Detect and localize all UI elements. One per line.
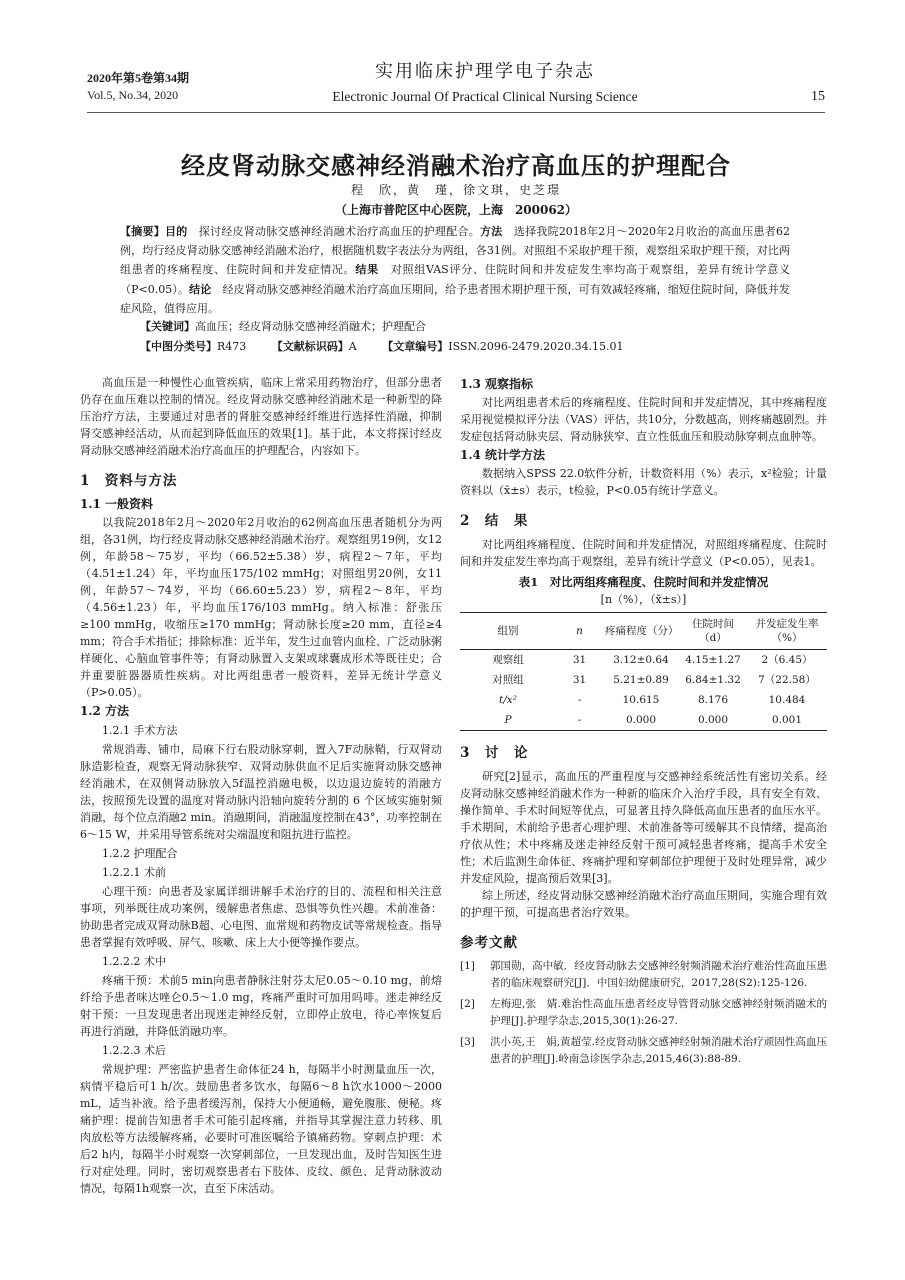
classification (140, 338, 646, 354)
reference-text: 郭国勋，高中敏．经皮肾动脉去交感神经射频消融术治疗难治性高血压患者的临床观察研究[J]．中国妇幼健康研究，2017,28(S2):125-126. (490, 960, 827, 989)
keywords (140, 318, 426, 334)
reference-number: [1] (460, 960, 475, 972)
reference-number: [2] (460, 998, 475, 1010)
table-cell: t/x² (499, 694, 517, 706)
abstract-method-label: 方法 (480, 225, 503, 238)
table-cell: 0.000 (603, 710, 679, 731)
affiliation: （上海市普陀区中心医院，上海 200062） (334, 203, 578, 217)
table-row (460, 670, 827, 690)
table-cell: 8.176 (697, 694, 729, 706)
article-value: ISSN.2096-2479.2020.34.15.01 (448, 340, 624, 353)
authors: 程 欣，黄 瑾，徐文琪，史芝璟 (350, 183, 561, 197)
left-column (80, 374, 442, 1197)
issue-cn: 2020年第5卷第34期 (87, 71, 190, 85)
journal-en: Electronic Journal Of Practical Clinical Nursing Science (332, 89, 638, 104)
journal-name (300, 60, 670, 106)
section-1-2-2-1-text: 心理干预：向患者及家属详细讲解手术治疗的目的、流程和相关注意事项，列举既往成功案例，缓解患者焦虑、恐惧等负性兴趣。术前准备：协助患者完成双肾动脉B超、心电图、血常规和药物皮试等常规检查。指导患者掌握有效呼吸、屏气、咳嗽、床上大小便等操作要点。 (80, 885, 442, 949)
table-cell: 0.000 (679, 710, 747, 731)
table-cell: 31 (572, 674, 587, 686)
section-1-3-text: 对比两组患者术后的疼痛程度、住院时间和并发症情况，其中疼痛程度采用视觉模拟评分法（VAS）评估，共10分，分数越高，则疼痛越剧烈。并发症包括肾动脉夹层、肾动脉狭窄、直立性低血压和股动脉穿刺点血肿等。 (460, 396, 827, 443)
table-cell: 5.21±0.89 (613, 674, 669, 686)
reference-number: [3] (460, 1036, 475, 1048)
table-row (460, 710, 827, 731)
table-cell: 观察组 (492, 654, 524, 666)
references-heading: 参考文献 (460, 935, 518, 951)
clc-value: R473 (217, 340, 247, 353)
abstract-method: 选择我院2018年2月～2020年2月收治的高血压患者62例，均行经皮肾动脉交感神经消融术治疗，根据随机数字表法分为两组，各31例。对照组不采取护理干预，观察组采取护理干预，对比两组患者的疼痛程度、住院时间和并发症情况。 (120, 225, 791, 277)
section-1-2-1-heading: 1.2.1 手术方法 (102, 724, 178, 737)
table-cell: 10.484 (768, 694, 806, 706)
reference-item (460, 958, 827, 992)
keywords-label: 【关键词】 (140, 320, 195, 333)
table-cell: - (577, 694, 582, 706)
section-1-2-2-3-heading: 1.2.2.3 术后 (102, 1044, 166, 1057)
table-header-cell: 住院时间（d） (679, 613, 747, 650)
references-list (460, 958, 827, 1068)
section-2-heading: 2 结 果 (460, 513, 529, 529)
table-cell: 7（22.58） (758, 674, 816, 686)
abstract-result: 对照组VAS评分、住院时间和并发症发生率均高于观察组，差异有统计学意义（P<0.05）。 (120, 263, 790, 296)
table-cell: 31 (572, 654, 587, 666)
right-column (460, 374, 827, 1072)
journal-cn: 实用临床护理学电子杂志 (375, 61, 595, 82)
issue-en: Vol.5, No.34, 2020 (87, 88, 179, 102)
section-1-2-2-2-text: 疼痛干预：术前5 min向患者静脉注射芬太尼0.05～0.10 mg，前熔纤给予患者咪达唑仑0.5～1.0 mg，疼痛严重时可加用吗啡。迷走神经反射干预：一旦发现患者出现迷走神经反射，立即停止放电，待心率恢复后再进行消融，并降低消融功率。 (80, 974, 442, 1038)
table-header-cell: 疼痛程度（分） (603, 613, 679, 650)
table-header-cell: n (556, 613, 603, 650)
doc-value: A (348, 340, 357, 353)
section-1-2-2-1-heading: 1.2.2.1 术前 (102, 866, 166, 879)
section-1-1-text: 以我院2018年2月～2020年2月收治的62例高血压患者随机分为两组，各31例，均行经皮肾动脉交感神经消融术治疗。观察组男19例，女12例，年龄58～75岁，平均（66.52±5.38）岁，病程2～7年，平均（4.51±1.24）年，平均血压175/102 mmHg；对照组男20例，女11例，年龄57～74岁，平均（66.60±5.23）岁，病程2～8年，平均（4.56±1.23）年，平均血压176/103 mmHg。纳入标准：舒张压≥100 mmHg，收缩压≥170 mmHg；肾动脉长度≥20 mm，直径≥4 mm；符合手术指征；排除标准：近半年，发生过血管内血栓、广泛动脉粥样硬化、心脑血管事件等；有肾动脉置入支架或球囊成形术等既往史；合并重要脏器器质性疾病。对比两组患者一般资料，差异无统计学意义（P>0.05）。 (80, 516, 442, 699)
header-rule (87, 112, 825, 113)
table-row (460, 650, 827, 671)
section-1-2-2-2-heading: 1.2.2.2 术中 (102, 955, 166, 968)
section-1-heading: 1 资料与方法 (80, 473, 178, 489)
section-3-text-2: 综上所述，经皮肾动脉交感神经消融术治疗高血压期间，实施合理有效的护理干预，可提高患者治疗效果。 (460, 889, 827, 919)
keywords-text: 高血压；经皮肾动脉交感神经消融术；护理配合 (195, 320, 426, 333)
section-1-4-heading: 1.4 统计学方法 (460, 448, 546, 462)
table-cell: P (460, 710, 556, 731)
table-header-row (460, 613, 827, 650)
abstract-conclusion: 经皮肾动脉交感神经消融术治疗高血压期间，给予患者围术期护理干预，可有效减轻疼痛，缩短住院时间，降低并发症风险，值得应用。 (120, 282, 791, 315)
section-1-1-heading: 1.1 一般资料 (80, 497, 154, 511)
abstract-aim-label: 目的 (165, 225, 188, 238)
section-1-4-text: 数据纳入SPSS 22.0软件分析，计数资料用（%）表示，x²检验；计量资料以（x̄±s）表示，t检验，P<0.05有统计学意义。 (460, 467, 827, 497)
table-cell: 3.12±0.64 (613, 654, 669, 666)
table-subcaption: [n（%），（x̄±s）] (600, 593, 687, 606)
table-caption: 表1 对比两组疼痛程度、住院时间和并发症情况 (518, 575, 769, 589)
table-cell: 4.15±1.27 (685, 654, 741, 666)
issue-info (87, 70, 189, 104)
section-3-heading: 3 讨 论 (460, 745, 529, 761)
abstract (120, 222, 790, 318)
abstract-label: 【摘要】 (120, 225, 166, 238)
paper-title: 经皮肾动脉交感神经消融术治疗高血压的护理配合 (181, 151, 731, 180)
abstract-result-label: 结果 (355, 263, 379, 277)
page-number: 15 (811, 89, 825, 104)
table-cell: 6.84±1.32 (685, 674, 741, 686)
table-cell: - (556, 710, 603, 731)
results-table (460, 612, 827, 731)
intro-paragraph: 高血压是一种慢性心血管疾病，临床上常采用药物治疗，但部分患者仍存在血压难以控制的情况。经皮肾动脉交感神经消融术是一种新型的降压治疗方法，主要通过对患者的肾脏交感神经纤维进行选择性消融，抑制肾交感神经活动，从而起到降低血压的效果[1]。基于此，本文将探讨经皮肾动脉交感神经消融术治疗高血压的护理配合，内容如下。 (80, 376, 442, 457)
table-cell: 10.615 (622, 694, 660, 706)
table-cell: 对照组 (492, 674, 524, 686)
section-3-text-1: 研究[2]显示，高血压的严重程度与交感神经系统活性有密切关系。经皮肾动脉交感神经消融术作为一种新的临床介入治疗手段，具有安全有效、操作简单、手术时间短等优点，可显著且持久降低高血压患者的血压水平。手术期间，术前给予患者心理护理、术前准备等可缓解其不良情绪，提高治疗依从性；术中疼痛及迷走神经反射干预可减轻患者疼痛，提高手术安全性；术后监测生命体征、疼痛护理和穿刺部位护理便于及时处理异常，减少并发症风险，提高预后效果[3]。 (460, 770, 827, 885)
table-row (460, 690, 827, 710)
reference-text: 洪小英,王 娟,黄超莹.经皮肾动脉交感神经射频消融术治疗顽固性高血压患者的护理[J].岭南急诊医学杂志,2015,46(3):88-89. (490, 1036, 827, 1065)
table-cell: 2（6.45） (761, 654, 813, 666)
clc-label: 【中图分类号】 (140, 340, 217, 353)
section-1-3-heading: 1.3 观察指标 (460, 377, 534, 391)
section-2-text: 对比两组疼痛程度、住院时间和并发症情况，对照组疼痛程度、住院时间和并发症发生率均高于观察组，差异有统计学意义（P<0.05），见表1。 (460, 538, 827, 568)
article-label: 【文章编号】 (382, 340, 449, 353)
reference-item (460, 1034, 827, 1068)
section-1-2-2-3-text: 常规护理：严密监护患者生命体征24 h，每隔半小时测量血压一次，病情平稳后可1 h/次。鼓励患者多饮水，每隔6～8 h饮水1000～2000 mL，适当补液。给予患者缓泻剂，保持大小便通畅，避免腹胀、便秘。疼痛护理：提前告知患者手术可能引起疼痛，并指导其掌握注意力转移、肌肉放松等方法缓解疼痛，必要时可准医嘱给予镇痛药物。穿刺点护理：术后2 h内，每隔半小时观察一次穿刺部位，一旦发现出血，及时告知医生进行对症处理。同时，密切观察患者右下肢体、皮纹、颜色、足背动脉波动情况，每隔1h观察一次，直至下床活动。 (80, 1063, 442, 1195)
table-header-cell: 并发症发生率（%） (747, 613, 827, 650)
section-1-2-2-heading: 1.2.2 护理配合 (102, 847, 178, 860)
table-cell: 0.001 (747, 710, 827, 731)
abstract-aim: 探讨经皮肾动脉交感神经消融术治疗高血压的护理配合。 (187, 225, 481, 238)
reference-text: 左梅迎,张 婧.难治性高血压患者经皮导管肾动脉交感神经射频消融术的护理[J].护理学杂志,2015,30(1):26-27. (490, 998, 827, 1027)
doc-label: 【文献标识码】 (271, 340, 349, 353)
table-header-cell: 组别 (460, 613, 556, 650)
abstract-conclusion-label: 结论 (189, 282, 212, 296)
reference-item (460, 996, 827, 1030)
section-1-2-heading: 1.2 方法 (80, 704, 130, 718)
section-1-2-1-text: 常规消毒、铺巾，局麻下行右股动脉穿刺，置入7F动脉鞘，行双肾动脉造影检查，观察无肾动脉狭窄、双肾动脉供血不足后实施肾动脉交感神经消融术，在双侧肾动脉放入5f温控消融电极，以边退边旋转的消融方法，按照预先设置的温度对肾动脉内沿轴向旋转分割的 6 个区域实施射频消融，每个位点消融2 min。消融期间，消融温度控制在43°，功率控制在6～15 W，并采用导管系统对尖端温度和阻抗进行监控。 (80, 743, 442, 841)
